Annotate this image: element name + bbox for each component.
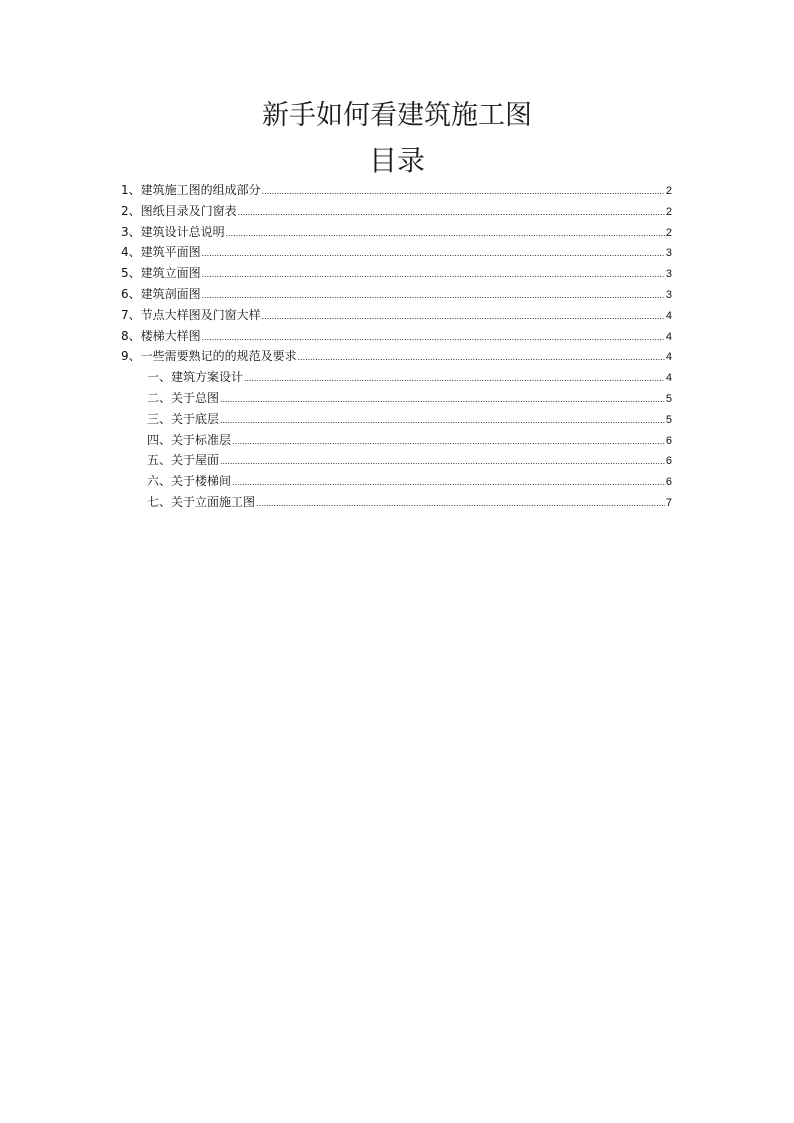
toc-page-number: 5: [665, 413, 672, 426]
toc-entry[interactable]: [121, 471, 672, 492]
toc-page-number: 2: [665, 205, 672, 218]
toc-page-number: 3: [665, 247, 672, 260]
toc-dot-leader: [232, 472, 665, 493]
toc-entry-label: 1、建筑施工图的组成部分: [121, 183, 261, 197]
toc-page-number: 3: [665, 268, 672, 281]
toc-entry[interactable]: [121, 263, 672, 284]
toc-entry-label: 6、建筑剖面图: [121, 286, 201, 301]
toc-entry-label: 四、关于标准层: [147, 432, 232, 447]
toc-page-number: 4: [665, 309, 672, 322]
toc-dot-leader: [262, 306, 665, 327]
toc-entry[interactable]: [121, 222, 672, 243]
toc-page-number: 6: [665, 455, 672, 468]
toc-entry-label: 三、关于底层: [147, 411, 220, 426]
toc-entry-label: 9、一些需要熟记的的规范及要求: [121, 349, 297, 364]
toc-entry-label: 二、关于总图: [147, 390, 220, 405]
toc-page-number: 2: [665, 185, 672, 197]
toc-page-number: 6: [665, 434, 672, 447]
toc-entry[interactable]: [121, 201, 672, 222]
toc-page-number: 7: [665, 496, 672, 509]
toc-entry[interactable]: [121, 367, 672, 388]
toc-dot-leader: [202, 264, 665, 285]
toc-dot-leader: [202, 327, 665, 348]
toc-dot-leader: [238, 202, 665, 223]
toc-entry-label: 五、关于屋面: [147, 453, 220, 468]
toc-entry[interactable]: [121, 305, 672, 326]
toc-entry-label: 5、建筑立面图: [121, 266, 201, 281]
toc-entry[interactable]: [121, 492, 672, 513]
toc-entry[interactable]: [121, 326, 672, 347]
toc-dot-leader: [226, 223, 665, 244]
toc-entry[interactable]: [121, 388, 672, 409]
toc-entry[interactable]: [121, 346, 672, 367]
toc-heading: 目录: [368, 144, 425, 177]
toc-entry-label: 4、建筑平面图: [121, 245, 201, 260]
toc-entry-label: 六、关于楼梯间: [147, 474, 232, 489]
toc-page-number: 2: [665, 226, 672, 239]
toc-dot-leader: [256, 493, 665, 514]
toc-entry[interactable]: [121, 450, 672, 471]
toc-dot-leader: [220, 451, 665, 472]
toc-dot-leader: [244, 368, 665, 389]
document-title: 新手如何看建筑施工图: [262, 100, 532, 131]
toc-dot-leader: [298, 347, 665, 368]
toc-entry[interactable]: [121, 284, 672, 305]
toc-entry-label: 七、关于立面施工图: [147, 494, 256, 509]
toc-dot-leader: [232, 431, 665, 452]
toc-entry-label: 一、建筑方案设计: [147, 370, 244, 385]
toc-dot-leader: [220, 389, 665, 410]
toc-entry[interactable]: [121, 430, 672, 451]
toc-entry-label: 3、建筑设计总说明: [121, 224, 225, 239]
toc-page-number: 6: [665, 476, 672, 489]
toc-dot-leader: [202, 243, 665, 264]
table-of-contents: [121, 180, 672, 513]
toc-entry-label: 2、图纸目录及门窗表: [121, 203, 237, 218]
toc-page-number: 5: [665, 392, 672, 405]
toc-page-number: 4: [665, 330, 672, 343]
toc-dot-leader: [202, 285, 665, 306]
toc-entry[interactable]: [121, 409, 672, 430]
toc-dot-leader: [220, 410, 665, 431]
toc-entry-label: 8、楼梯大样图: [121, 328, 201, 343]
toc-page-number: 3: [665, 288, 672, 301]
toc-dot-leader: [262, 181, 665, 202]
toc-entry-label: 7、节点大样图及门窗大样: [121, 307, 261, 322]
toc-page-number: 4: [665, 351, 672, 364]
toc-entry[interactable]: [121, 242, 672, 263]
toc-page-number: 4: [665, 372, 672, 385]
toc-entry[interactable]: [121, 180, 672, 201]
